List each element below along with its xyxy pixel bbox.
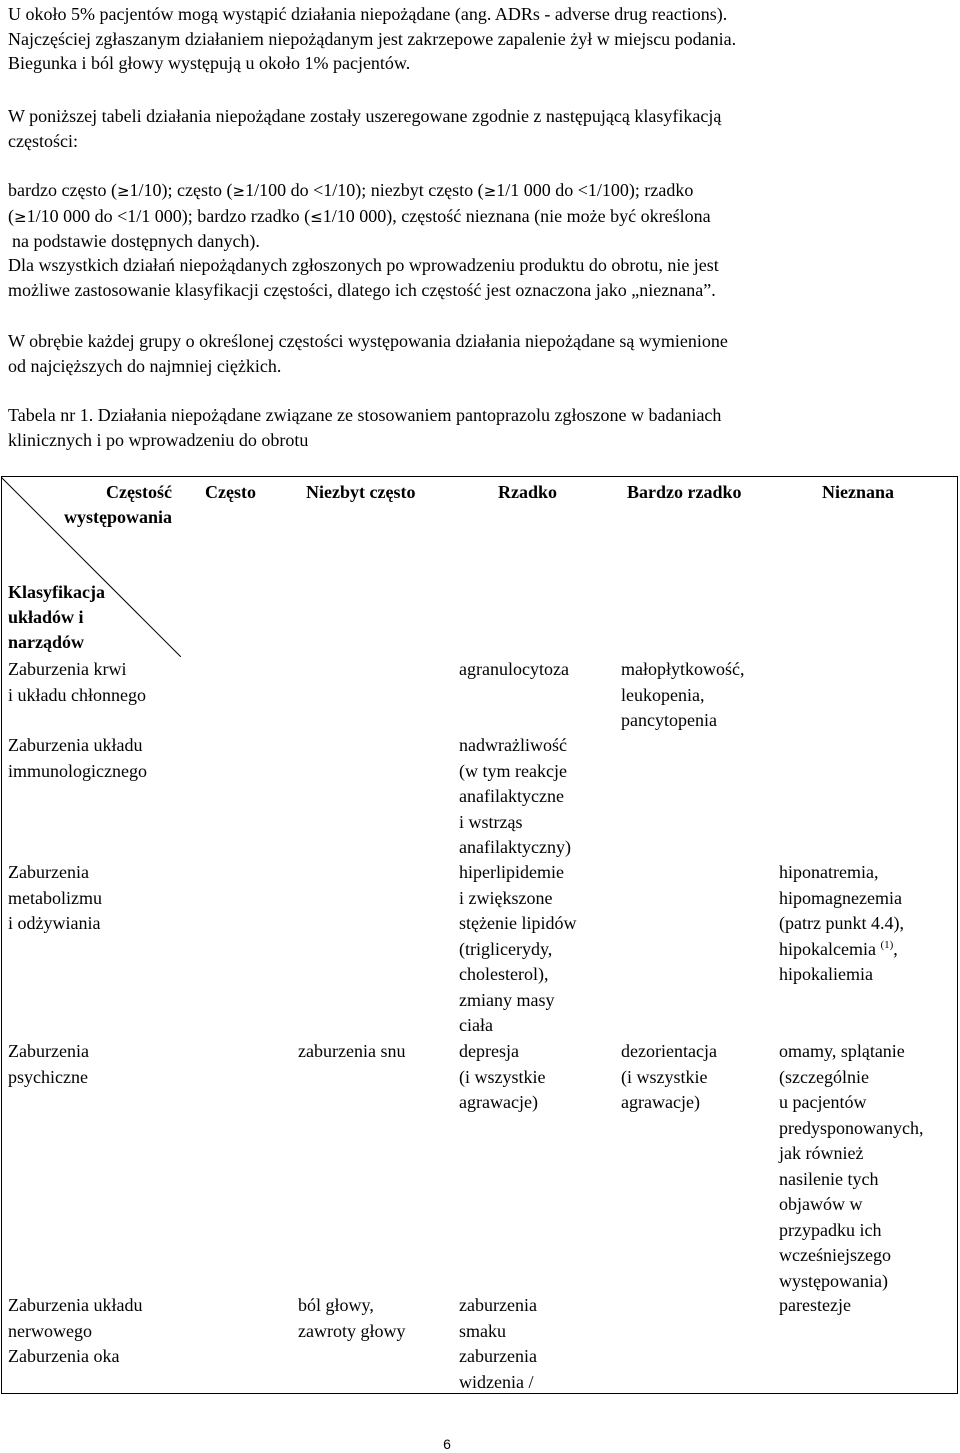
- corner-header-line: Częstość: [106, 482, 172, 502]
- corner-header-line: układów i: [8, 607, 84, 627]
- greater-equal-symbol: ≥: [232, 182, 246, 200]
- organ-line: immunologicznego: [8, 760, 147, 781]
- corner-header-line: występowania: [63, 507, 172, 527]
- postmarketing-line: Dla wszystkich działań niepożądanych zgłoszonych po wprowadzeniu produktu do obrotu, nie jest: [8, 255, 719, 275]
- reaction-line: wcześniejszego: [779, 1245, 891, 1265]
- organ-cell-eye: [8, 1344, 119, 1370]
- nieznana-cell-nervous: [779, 1293, 851, 1319]
- organ-line: psychiczne: [8, 1066, 88, 1087]
- greater-equal-symbol: ≥: [116, 182, 130, 200]
- reaction-line: i wstrząs: [459, 811, 523, 832]
- organ-cell-psychiatric: [8, 1039, 89, 1090]
- corner-header-frequency: [20, 480, 172, 530]
- reaction-line: anafilaktyczny): [459, 837, 571, 857]
- reaction-line: (w tym reakcje: [459, 760, 567, 781]
- ordering-line: od najcięższych do najmniej ciężkich.: [8, 355, 282, 376]
- organ-cell-immune: [8, 733, 147, 784]
- reaction-text: ,: [893, 938, 898, 959]
- footnote-marker: (1): [880, 938, 894, 951]
- reaction-line: widzenia /: [459, 1371, 534, 1392]
- frequency-text: (: [8, 205, 14, 226]
- reaction-line: występowania): [779, 1270, 888, 1291]
- reaction-line: agrawacje): [621, 1092, 700, 1112]
- frequency-text: 1/1 000 do <1/100); rzadko: [496, 180, 694, 200]
- reaction-line: zawroty głowy: [298, 1320, 406, 1341]
- organ-line: Zaburzenia układu: [8, 735, 143, 755]
- organ-line: Zaburzenia krwi: [8, 659, 127, 679]
- frequency-line-3: na podstawie dostępnych danych).: [12, 231, 260, 251]
- niezbyt-cell-nervous: [298, 1293, 405, 1344]
- reaction-line: agranulocytoza: [459, 659, 569, 679]
- reaction-line: depresja: [459, 1041, 519, 1061]
- organ-line: Zaburzenia: [8, 862, 89, 882]
- classification-line: częstości:: [8, 130, 78, 151]
- caption-line: klinicznych i po wprowadzeniu do obrotu: [8, 429, 309, 450]
- organ-line: Zaburzenia oka: [8, 1346, 120, 1366]
- organ-line: nerwowego: [8, 1320, 92, 1341]
- reaction-line: nasilenie tych: [779, 1168, 879, 1189]
- reaction-line: zaburzenia: [459, 1295, 537, 1315]
- frequency-text: 1/100 do <1/10); niezbyt często (: [245, 180, 484, 200]
- frequency-text: 1/10 000), częstość nieznana (nie może być określona: [322, 205, 711, 226]
- ordering-line: W obrębie każdej grupy o określonej częstości występowania działania niepożądane są wymienione: [8, 331, 728, 351]
- reaction-line: objawów w: [779, 1194, 863, 1214]
- organ-line: i układu chłonnego: [8, 684, 146, 705]
- reaction-line: cholesterol),: [459, 964, 549, 984]
- corner-header-line: Klasyfikacja: [8, 582, 105, 602]
- corner-header-line: narządów: [8, 632, 84, 652]
- rzadko-cell-nervous: [459, 1293, 537, 1344]
- reaction-line: predysponowanych,: [779, 1117, 924, 1138]
- caption-line: Tabela nr 1. Działania niepożądane związane ze stosowaniem pantoprazolu zgłoszone w badaniach: [8, 405, 722, 425]
- organ-line: Zaburzenia układu: [8, 1295, 143, 1315]
- frequency-text: 1/10); często (: [129, 180, 233, 200]
- reaction-line: smaku: [459, 1320, 506, 1341]
- intro-line: Biegunka i ból głowy występują u około 1% pacjentów.: [8, 53, 411, 73]
- reaction-line: zaburzenia snu: [298, 1041, 406, 1061]
- postmarketing-line: możliwe zastosowanie klasyfikacji częstości, dlatego ich częstość jest oznaczona jako „nieznana”.: [8, 279, 716, 300]
- intro-line: U około 5% pacjentów mogą wystąpić działania niepożądane (ang. ADRs - adverse drug reactions).: [8, 4, 728, 24]
- reaction-line: jak również: [779, 1143, 864, 1163]
- column-header-rzadko: Rzadko: [498, 482, 558, 502]
- reaction-line: hiperlipidemie: [459, 862, 564, 882]
- bardzo-rzadko-cell-psychiatric: [621, 1039, 717, 1116]
- niezbyt-cell-psychiatric: [298, 1039, 405, 1065]
- frequency-text: bardzo często (: [8, 180, 117, 200]
- nieznana-cell-metabolism: [779, 860, 904, 988]
- frequency-line-1: [8, 178, 946, 204]
- reaction-line: (i wszystkie: [459, 1066, 546, 1087]
- greater-equal-symbol: ≥: [483, 182, 497, 200]
- rzadko-cell-immune: [459, 733, 571, 861]
- column-header-bardzo-rzadko: Bardzo rzadko: [627, 482, 742, 502]
- bardzo-rzadko-cell-blood: [621, 657, 745, 734]
- column-header-czesto: Często: [205, 482, 256, 502]
- intro-paragraph: [8, 2, 946, 76]
- reaction-line: (szczególnie: [779, 1066, 869, 1087]
- reaction-line: ból głowy,: [298, 1295, 374, 1315]
- reaction-line: zmiany masy: [459, 989, 555, 1010]
- reaction-line: (i wszystkie: [621, 1066, 708, 1087]
- organ-cell-nervous: [8, 1293, 142, 1344]
- frequency-definitions: [8, 178, 946, 254]
- corner-header-organ-class: [8, 580, 105, 655]
- reaction-line: u pacjentów: [779, 1092, 867, 1112]
- reaction-line: anafilaktyczne: [459, 786, 564, 806]
- reaction-line: nadwrażliwość: [459, 735, 567, 755]
- reaction-line: agrawacje): [459, 1092, 538, 1112]
- classification-paragraph: [8, 104, 946, 153]
- rzadko-cell-eye: [459, 1344, 537, 1395]
- reaction-line: leukopenia,: [621, 684, 705, 705]
- reaction-line: pancytopenia: [621, 710, 717, 730]
- ordering-paragraph: [8, 329, 946, 378]
- reaction-line-with-footnote: [779, 937, 904, 963]
- reaction-line: hipokaliemia: [779, 964, 873, 984]
- organ-line: i odżywiania: [8, 913, 101, 933]
- reaction-line: parestezje: [779, 1295, 851, 1315]
- reaction-line: dezorientacja: [621, 1041, 717, 1061]
- reaction-line: hiponatremia,: [779, 862, 879, 882]
- postmarketing-paragraph: [8, 253, 946, 302]
- intro-line: Najczęściej zgłaszanym działaniem niepożądanym jest zakrzepowe zapalenie żył w miejscu podania.: [8, 28, 737, 49]
- nieznana-cell-psychiatric: [779, 1039, 923, 1294]
- rzadko-cell-psychiatric: [459, 1039, 545, 1116]
- reaction-line: stężenie lipidów: [459, 913, 577, 933]
- reaction-line: przypadku ich: [779, 1219, 882, 1240]
- table-caption: [8, 403, 946, 452]
- reaction-line: małopłytkowość,: [621, 659, 745, 679]
- reaction-line: ciała: [459, 1015, 493, 1035]
- page-number: 6: [443, 1436, 451, 1452]
- reaction-line: (triglicerydy,: [459, 938, 553, 959]
- reaction-line: (patrz punkt 4.4),: [779, 913, 904, 933]
- reaction-line: i zwiększone: [459, 887, 553, 908]
- reaction-line: zaburzenia: [459, 1346, 537, 1366]
- column-header-nieznana: Nieznana: [822, 482, 894, 502]
- organ-line: Zaburzenia: [8, 1041, 89, 1061]
- rzadko-cell-blood: [459, 657, 569, 683]
- organ-line: metabolizmu: [8, 887, 102, 908]
- organ-cell-blood: [8, 657, 146, 708]
- organ-cell-metabolism: [8, 860, 102, 937]
- reaction-line: hipomagnezemia: [779, 887, 902, 908]
- frequency-line-2: [8, 204, 946, 230]
- classification-line: W poniższej tabeli działania niepożądane zostały uszeregowane zgodnie z następującą klasyfikacją: [8, 106, 722, 126]
- less-equal-symbol: ≤: [310, 207, 323, 226]
- frequency-text: 1/10 000 do <1/1 000); bardzo rzadko (: [26, 205, 311, 226]
- reaction-line: omamy, splątanie: [779, 1041, 905, 1061]
- column-header-niezbyt-czesto: Niezbyt często: [306, 482, 416, 502]
- greater-equal-symbol: ≥: [14, 207, 27, 226]
- reaction-text: hipokalcemia: [779, 938, 876, 959]
- rzadko-cell-metabolism: [459, 860, 576, 1039]
